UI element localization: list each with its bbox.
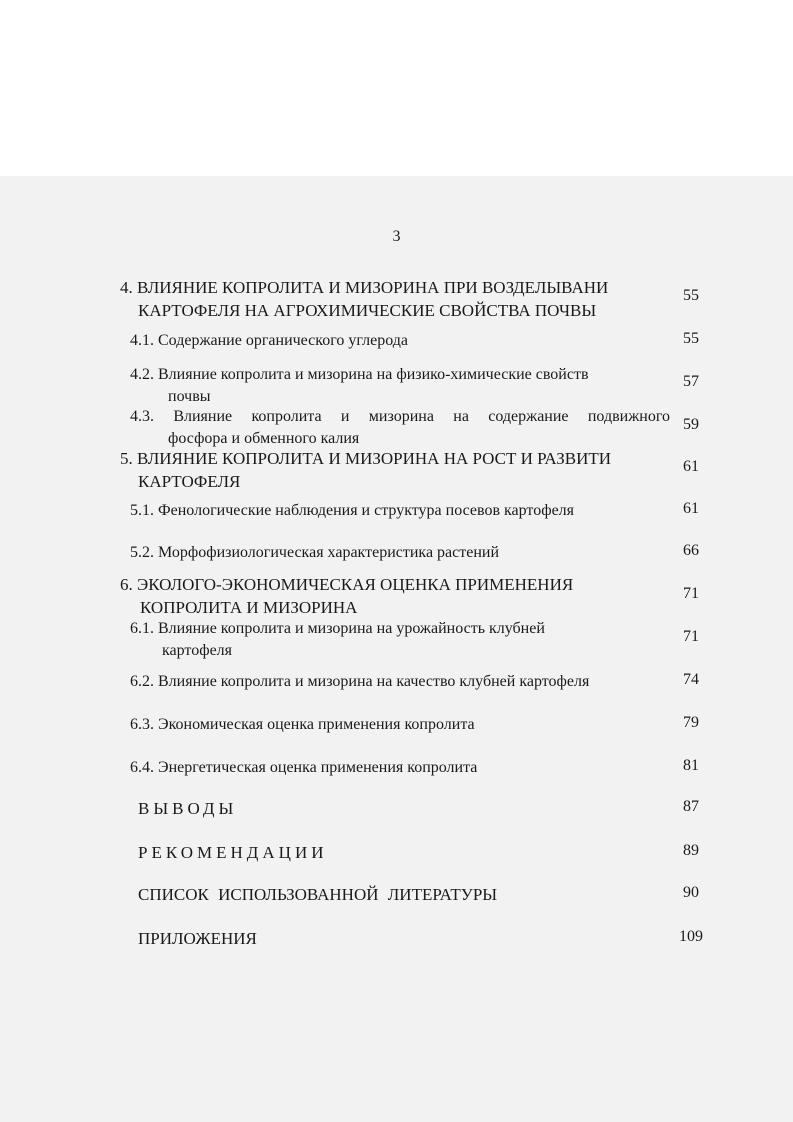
toc-page-number: 66: [683, 542, 699, 559]
toc-entry-title: 5.1. Фенологические наблюдения и структура посевов картофеля: [130, 502, 575, 519]
toc-entry-title: 5. ВЛИЯНИЕ КОПРОЛИТА И МИЗОРИНА НА РОСТ И РАЗВИТИ: [120, 449, 612, 468]
toc-entry-6-4: [130, 757, 477, 779]
toc-entry-title: 4.1. Содержание органического углерода: [130, 332, 409, 349]
toc-page-number: 61: [683, 458, 699, 475]
toc-page-number: 59: [683, 416, 699, 433]
toc-entry-6-3: [130, 714, 475, 736]
toc-page-number: 61: [683, 500, 699, 517]
toc-entry-title: РЕКОМЕНДАЦИИ: [138, 843, 328, 862]
toc-entry-4: [120, 276, 608, 322]
toc-entry-recommendations: [138, 841, 328, 864]
toc-page-number: 55: [683, 287, 699, 304]
toc-page-number: 90: [683, 884, 699, 901]
toc-entry-title: 4.2. Влияние копролита и мизорина на физико-химические свойств: [130, 366, 589, 383]
toc-entry-title: СПИСОК ИСПОЛЬЗОВАННОЙ ЛИТЕРАТУРЫ: [138, 885, 498, 904]
toc-entry-6-2: [130, 671, 589, 693]
toc-entry-4-2: [130, 364, 670, 408]
toc-entry-conclusions: [138, 797, 237, 820]
toc-entry-title: 5.2. Морфофизиологическая характеристика растений: [130, 544, 500, 561]
toc-page-number: 71: [683, 628, 699, 645]
toc-entry-title-cont: КОПРОЛИТА И МИЗОРИНА: [140, 598, 358, 617]
toc-page-number: 74: [683, 671, 699, 688]
toc-entry-title-cont: КАРТОФЕЛЯ: [138, 472, 241, 491]
page-number: 3: [392, 228, 401, 245]
toc-entry-title: ПРИЛОЖЕНИЯ: [138, 929, 257, 948]
toc-page-number: 81: [683, 757, 699, 774]
toc-entry-title: 6. ЭКОЛОГО-ЭКОНОМИЧЕСКАЯ ОЦЕНКА ПРИМЕНЕНИЯ: [120, 575, 574, 594]
toc-entry-6: [120, 573, 573, 619]
toc-entry-5-2: [130, 542, 499, 564]
toc-entry-title: 4. ВЛИЯНИЕ КОПРОЛИТА И МИЗОРИНА ПРИ ВОЗДЕЛЫВАНИ: [120, 278, 609, 297]
toc-page-number: 109: [679, 928, 703, 945]
toc-entry-title-cont: КАРТОФЕЛЯ НА АГРОХИМИЧЕСКИЕ СВОЙСТВА ПОЧВЫ: [138, 301, 597, 320]
toc-page-number: 71: [683, 585, 699, 602]
toc-page-number: 57: [683, 373, 699, 390]
toc-entry-4-1: [130, 330, 408, 352]
toc-entry-title: 6.1. Влияние копролита и мизорина на урожайность клубней: [130, 620, 545, 637]
toc-page-number: 55: [683, 330, 699, 347]
toc-entry-title-cont: фосфора и обменного калия: [168, 430, 360, 447]
toc-entry-title: 6.4. Энергетическая оценка применения копролита: [130, 759, 478, 776]
toc-entry-title: 6.2. Влияние копролита и мизорина на качество клубней картофеля: [130, 673, 590, 690]
toc-entry-title-cont: почвы: [168, 388, 211, 405]
toc-entry-references: [138, 883, 497, 906]
toc-entry-5-1: [130, 500, 574, 522]
toc-entry-appendices: [138, 927, 257, 950]
toc-entry-5: [120, 447, 611, 493]
toc-page-number: 79: [683, 714, 699, 731]
toc-page-number: 89: [683, 842, 699, 859]
toc-entry-6-1: [130, 618, 545, 662]
toc-entry-title: 4.3. Влияние копролита и мизорина на содержание подвижного: [130, 408, 670, 425]
toc-entry-title-cont: картофеля: [162, 642, 233, 659]
toc-entry-title: 6.3. Экономическая оценка применения копролита: [130, 716, 475, 733]
toc-entry-4-3: [130, 406, 670, 450]
toc-entry-title: ВЫВОДЫ: [138, 799, 238, 818]
toc-page-number: 87: [683, 798, 699, 815]
